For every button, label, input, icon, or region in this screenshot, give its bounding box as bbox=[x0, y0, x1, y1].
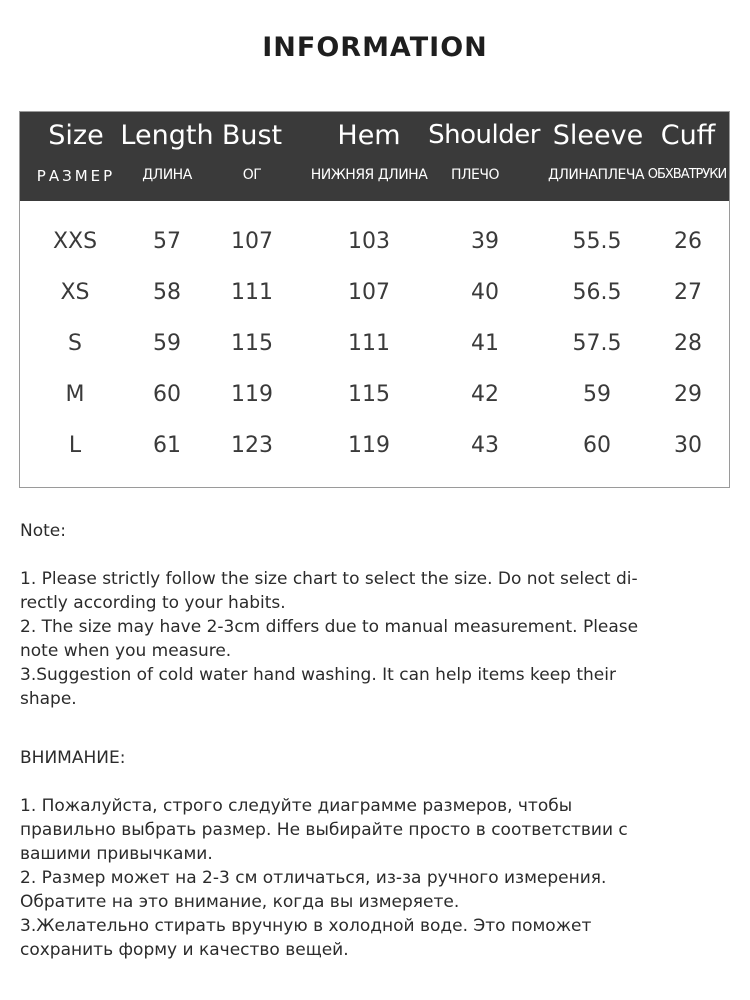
note-line: 1. Пожалуйста, строго следуйте диаграмме размеров, чтобы bbox=[20, 796, 573, 816]
table-cell: 40 bbox=[471, 280, 499, 305]
header-sleeve: Sleeve bbox=[552, 120, 644, 151]
table-cell: 56.5 bbox=[572, 280, 622, 305]
note-line: 3.Желательно стирать вручную в холодной воде. Это поможет bbox=[20, 916, 592, 936]
table-cell: 55.5 bbox=[572, 229, 622, 254]
table-cell: L bbox=[68, 433, 82, 458]
table-cell: 58 bbox=[153, 280, 181, 305]
table-cell: 30 bbox=[674, 433, 702, 458]
table-cell: 57.5 bbox=[572, 331, 622, 356]
table-cell: 61 bbox=[153, 433, 181, 458]
notes-english bbox=[20, 519, 732, 711]
note-line: Обратите на это внимание, когда вы измеряете. bbox=[20, 892, 460, 912]
table-cell: 43 bbox=[471, 433, 499, 458]
table-cell: 27 bbox=[674, 280, 702, 305]
table-cell: 111 bbox=[348, 331, 390, 356]
notes-heading: ВНИМАНИЕ: bbox=[20, 748, 126, 768]
header-hem: Hem bbox=[337, 120, 401, 151]
table-cell: 115 bbox=[231, 331, 273, 356]
table-cell: 59 bbox=[153, 331, 181, 356]
table-header bbox=[20, 112, 729, 201]
note-line: shape. bbox=[20, 689, 77, 709]
notes-russian bbox=[20, 746, 732, 962]
header-shoulder: Shoulder bbox=[428, 120, 540, 150]
note-line: note when you measure. bbox=[20, 641, 232, 661]
table-cell: M bbox=[65, 382, 85, 407]
table-cell: 107 bbox=[348, 280, 390, 305]
table-cell: 119 bbox=[231, 382, 273, 407]
table-cell: XXS bbox=[52, 229, 98, 254]
header-shoulder-ru: ПЛЕЧО bbox=[450, 167, 500, 183]
header-size: Size bbox=[48, 120, 104, 151]
header-length-ru: ДЛИНА bbox=[142, 167, 192, 183]
header-size-ru: РАЗМЕР bbox=[36, 167, 116, 185]
size-chart-table bbox=[19, 111, 730, 488]
table-cell: 59 bbox=[583, 382, 611, 407]
note-line: вашими привычками. bbox=[20, 844, 213, 864]
header-cuff-ru: ОБХВАТРУКИ bbox=[647, 167, 727, 182]
note-line: 2. Размер может на 2-3 см отличаться, из-за ручного измерения. bbox=[20, 868, 607, 888]
table-cell: 60 bbox=[583, 433, 611, 458]
note-line: rectly according to your habits. bbox=[20, 593, 286, 613]
note-line: 3.Suggestion of cold water hand washing. It can help items keep their bbox=[20, 665, 616, 685]
table-cell: 28 bbox=[674, 331, 702, 356]
table-cell: 42 bbox=[471, 382, 499, 407]
table-cell: 26 bbox=[674, 229, 702, 254]
table-cell: 41 bbox=[471, 331, 499, 356]
table-cell: 29 bbox=[674, 382, 702, 407]
table-cell: 111 bbox=[231, 280, 273, 305]
table-cell: XS bbox=[60, 280, 90, 305]
note-line: 1. Please strictly follow the size chart to select the size. Do not select di- bbox=[20, 569, 638, 589]
table-cell: 39 bbox=[471, 229, 499, 254]
note-line: 2. The size may have 2-3cm differs due to manual measurement. Please bbox=[20, 617, 639, 637]
notes-heading: Note: bbox=[20, 521, 66, 541]
table-cell: 119 bbox=[348, 433, 390, 458]
note-line: правильно выбрать размер. Не выбирайте просто в соответствии с bbox=[20, 820, 628, 840]
header-cuff: Cuff bbox=[660, 120, 716, 151]
table-cell: 123 bbox=[231, 433, 273, 458]
note-line: сохранить форму и качество вещей. bbox=[20, 940, 349, 960]
header-sleeve-ru: ДЛИНАПЛЕЧА bbox=[547, 167, 645, 183]
header-length: Length bbox=[120, 120, 214, 151]
page-title: INFORMATION bbox=[262, 32, 488, 63]
table-cell: 60 bbox=[153, 382, 181, 407]
header-bust: Bust bbox=[221, 120, 283, 151]
table-cell: 115 bbox=[348, 382, 390, 407]
table-cell: 107 bbox=[231, 229, 273, 254]
table-cell: 103 bbox=[348, 229, 390, 254]
header-hem-ru: НИЖНЯЯ ДЛИНА bbox=[310, 167, 428, 183]
header-bust-ru: ОГ bbox=[242, 167, 262, 183]
table-cell: 57 bbox=[153, 229, 181, 254]
table-cell: S bbox=[68, 331, 82, 356]
